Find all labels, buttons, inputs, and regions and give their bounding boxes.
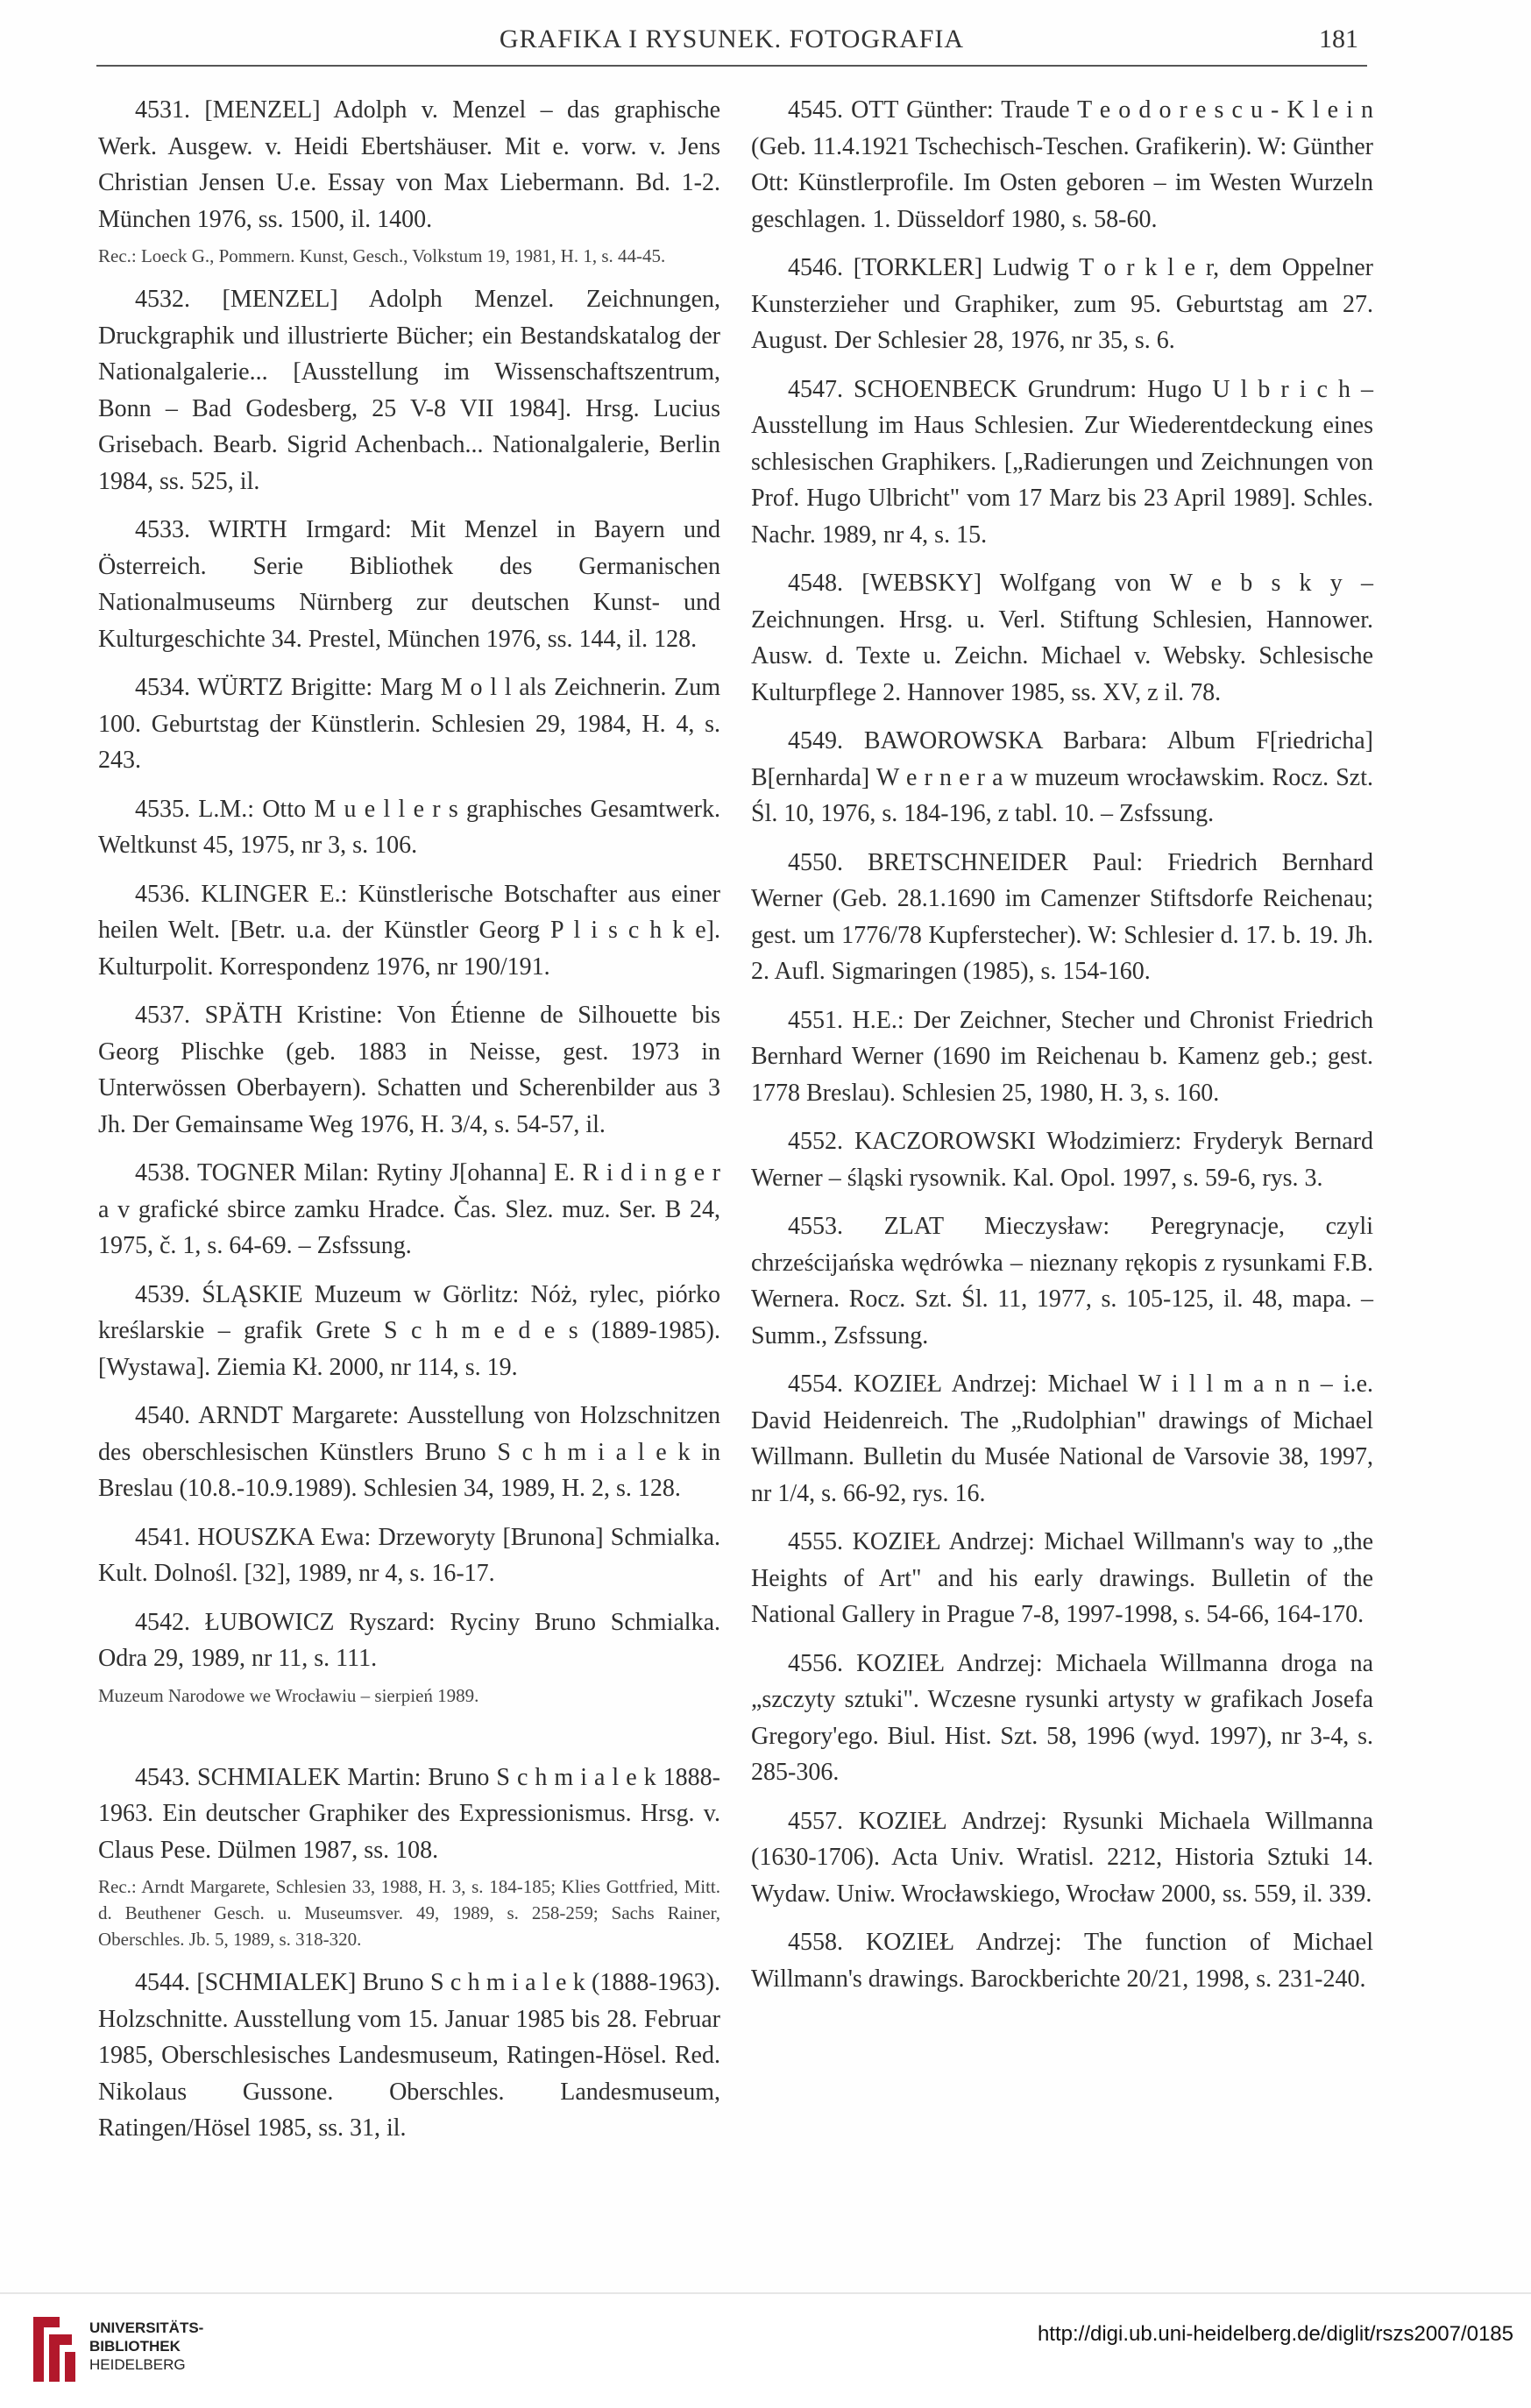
entry-4545: 4545. OTT Günther: Traude T e o d o r e s c u - K l e i n (Geb. 11.4.1921 Tschechisch-Teschen. Grafikerin). W: Günther Ott: Künstlerprofile. Im Osten geboren – im Westen Wurzeln geschlagen. 1. Düsseldorf 1980, s. 58-60. [751,96,1373,233]
left-column [98,92,720,2159]
library-footer [0,2292,1531,2408]
entry-4540: 4540. ARNDT Margarete: Ausstellung von Holzschnitzen des oberschlesischen Künstlers Bruno S c h m i a l e k in Breslau (10.8.-10.9.1989). Schlesien 34, 1989, H. 2, s. 128. [98,1402,720,1502]
permalink-url[interactable]: http://digi.ub.uni-heidelberg.de/diglit/rszs2007/0185 [1037,2322,1513,2346]
page-number: 181 [1319,25,1358,53]
entry-4537: 4537. SPÄTH Kristine: Von Étienne de Silhouette bis Georg Plischke (geb. 1883 in Neisse, gest. 1973 in Unterwössen Oberbayern). Schatten und Scherenbilder aus 3 Jh. Der Gemainsame Weg 1976, H. 3/4, s. 54-57, il. [98,1002,720,1138]
logo-line-2: BIBLIOTHEK [89,2338,181,2355]
entry-4539: 4539. ŚLĄSKIE Muzeum w Görlitz: Nóż, rylec, piórko kreślarskie – grafik Grete S c h m e d e s (1889-1985). [Wystawa]. Ziemia Kł. 2000, nr 114, s. 19. [98,1280,720,1381]
entry-4544: 4544. [SCHMIALEK] Bruno S c h m i a l e k (1888-1963). Holzschnitte. Ausstellung vom 15. Januar 1985 bis 28. Februar 1985, Oberschlesisches Landesmuseum, Ratingen-Hösel. Red. Nikolaus Gussone. Oberschles. Landesmuseum, Ratingen/Hösel 1985, ss. 31, il. [98,1969,720,2142]
logo-line-1: UNIVERSITÄTS- [89,2319,204,2336]
logo-wordmark [89,2319,203,2374]
entry-4548: 4548. [WEBSKY] Wolfgang von W e b s k y – Zeichnungen. Hrsg. u. Verl. Stiftung Schlesien, Hannower. Ausw. d. Texte u. Zeichn. Michael v. Websky. Schlesische Kulturpflege 2. Hannover 1985, ss. XV, z il. 78. [751,570,1373,706]
entry-4538: 4538. TOGNER Milan: Rytiny J[ohanna] E. R i d i n g e r a v grafické sbirce zamku Hradce. Čas. Slez. muz. Ser. B 24, 1975, č. 1, s. 64-69. – Zsfssung. [98,1159,720,1259]
entry-4533: 4533. WIRTH Irmgard: Mit Menzel in Bayern und Österreich. Serie Bibliothek des Germanischen Nationalmuseums Nürnberg zur deutschen Kunst- und Kulturgeschichte 34. Prestel, München 1976, ss. 144, il. 128. [98,516,720,653]
entry-4558: 4558. KOZIEŁ Andrzej: The function of Michael Willmann's drawings. Barockberichte 20/21, 1998, s. 231-240. [751,1929,1373,1993]
entry-4542: 4542. ŁUBOWICZ Ryszard: Ryciny Bruno Schmialka. Odra 29, 1989, nr 11, s. 111. [98,1608,720,1672]
entry-4553: 4553. ZLAT Mieczysław: Peregrynacje, czyli chrześcijańska wędrówka – nieznany rękopis z rysunkami F.B. Wernera. Rocz. Szt. Śl. 11, 1977, s. 105-125, il. 48, mapa. – Summ., Zsfssung. [751,1213,1373,1349]
entry-4532: 4532. [MENZEL] Adolph Menzel. Zeichnungen, Druckgraphik und illustrierte Bücher; ein Bestandskatalog der Nationalgalerie... [Ausstellung im Wissenschaftszentrum, Bonn – Bad Godesberg, 25 V-8 VII 1984]. Hrsg. Lucius Grisebach. Bearb. Sigrid Achenbach... Nationalgalerie, Berlin 1984, ss. 525, il. [98,286,720,495]
entry-4552: 4552. KACZOROWSKI Włodzimierz: Fryderyk Bernard Werner – śląski rysownik. Kal. Opol. 1997, s. 59-6, rys. 3. [751,1128,1373,1192]
entry-4546: 4546. [TORKLER] Ludwig T o r k l e r, dem Oppelner Kunsterzieher und Graphiker, zum 95. Geburtstag am 27. August. Der Schlesier 28, 1976, nr 35, s. 6. [751,254,1373,354]
university-library-logo[interactable] [26,2306,254,2394]
entry-4557: 4557. KOZIEŁ Andrzej: Rysunki Michaela Willmanna (1630-1706). Acta Univ. Wratisl. 2212, Historia Sztuki 14. Wydaw. Uniw. Wrocławskiego, Wrocław 2000, ss. 559, il. 339. [751,1807,1373,1908]
section-title: GRAFIKA I RYSUNEK. FOTOGRAFIA [499,25,965,53]
review-note-4531: Rec.: Loeck G., Pommern. Kunst, Gesch., Volkstum 19, 1981, H. 1, s. 44-45. [98,245,666,266]
right-column [751,92,1373,2009]
entry-4550: 4550. BRETSCHNEIDER Paul: Friedrich Bernhard Werner (Geb. 28.1.1690 im Camenzer Stiftsdorfe Reichenau; gest. um 1776/78 Kupferstecher). W: Schlesier d. 17. b. 19. Jh. 2. Aufl. Sigmaringen (1985), s. 154-160. [751,848,1373,985]
entry-4554: 4554. KOZIEŁ Andrzej: Michael W i l l m a n n – i.e. David Heidenreich. The „Rudolphian" drawings of Michael Willmann. Bulletin du Musée National de Varsovie 38, 1997, nr 1/4, s. 66-92, rys. 16. [751,1370,1373,1507]
entry-4555: 4555. KOZIEŁ Andrzej: Michael Willmann's way to „the Heights of Art" and his early drawings. Bulletin of the National Gallery in Prague 7-8, 1997-1998, s. 54-66, 164-170. [751,1528,1373,1628]
entry-4535: 4535. L.M.: Otto M u e l l e r s graphisches Gesamtwerk. Weltkunst 45, 1975, nr 3, s. 106. [98,795,720,859]
entry-4536: 4536. KLINGER E.: Künstlerische Botschafter aus einer heilen Welt. [Betr. u.a. der Künstler Georg P l i s c h k e]. Kulturpolit. Korrespondenz 1976, nr 190/191. [98,880,720,981]
entry-4556: 4556. KOZIEŁ Andrzej: Michaela Willmanna droga na „szczyty sztuki". Wczesne rysunki artysty w grafikach Josefa Gregory'ego. Biul. Hist. Szt. 58, 1996 (wyd. 1997), nr 3-4, s. 285-306. [751,1649,1373,1786]
entry-4534: 4534. WÜRTZ Brigitte: Marg M o l l als Zeichnerin. Zum 100. Geburtstag der Künstlerin. Schlesien 29, 1984, H. 4, s. 243. [98,674,720,774]
library-emblem-icon [26,2310,79,2389]
entry-4541: 4541. HOUSZKA Ewa: Drzeworyty [Brunona] Schmialka. Kult. Dolnośl. [32], 1989, nr 4, s. 16-17. [98,1523,720,1587]
logo-line-3: HEIDELBERG [89,2356,186,2373]
spacer [98,1709,720,1760]
review-note-4543: Rec.: Arndt Margarete, Schlesien 33, 1988, H. 3, s. 184-185; Klies Gottfried, Mitt. d. Beuthener Gesch. u. Museumsver. 49, 1989, s. 258-259; Sachs Rainer, Oberschles. Jb. 5, 1989, s. 318-320. [98,1876,720,1950]
entry-4551: 4551. H.E.: Der Zeichner, Stecher und Chronist Friedrich Bernhard Werner (1690 im Reichenau b. Kamenz geb.; gest. 1778 Breslau). Schlesien 25, 1980, H. 3, s. 160. [751,1006,1373,1107]
source-note: Muzeum Narodowe we Wrocławiu – sierpień 1989. [98,1684,479,1706]
entry-4549: 4549. BAWOROWSKA Barbara: Album F[riedricha] B[ernharda] W e r n e r a w muzeum wrocławskim. Rocz. Szt. Śl. 10, 1976, s. 184-196, z tabl. 10. – Zsfssung. [751,727,1373,827]
entry-4531: 4531. [MENZEL] Adolph v. Menzel – das graphische Werk. Ausgew. v. Heidi Ebertshäuser. Mit e. vorw. v. Jens Christian Jensen U.e. Essay von Max Liebermann. Bd. 1-2. München 1976, ss. 1500, il. 1400. [98,96,720,233]
entry-4543: 4543. SCHMIALEK Martin: Bruno S c h m i a l e k 1888-1963. Ein deutscher Graphiker des Expressionismus. Hrsg. v. Claus Pese. Dülmen 1987, ss. 108. [98,1763,720,1864]
entry-4547: 4547. SCHOENBECK Grundrum: Hugo U l b r i c h – Ausstellung im Haus Schlesien. Zur Wiederentdeckung eines schlesischen Graphikers. [„Radierungen und Zeichnungen von Prof. Hugo Ulbricht" vom 17 Marz bis 23 April 1989]. Schles. Nachr. 1989, nr 4, s. 15. [751,375,1373,549]
running-header [96,19,1367,67]
